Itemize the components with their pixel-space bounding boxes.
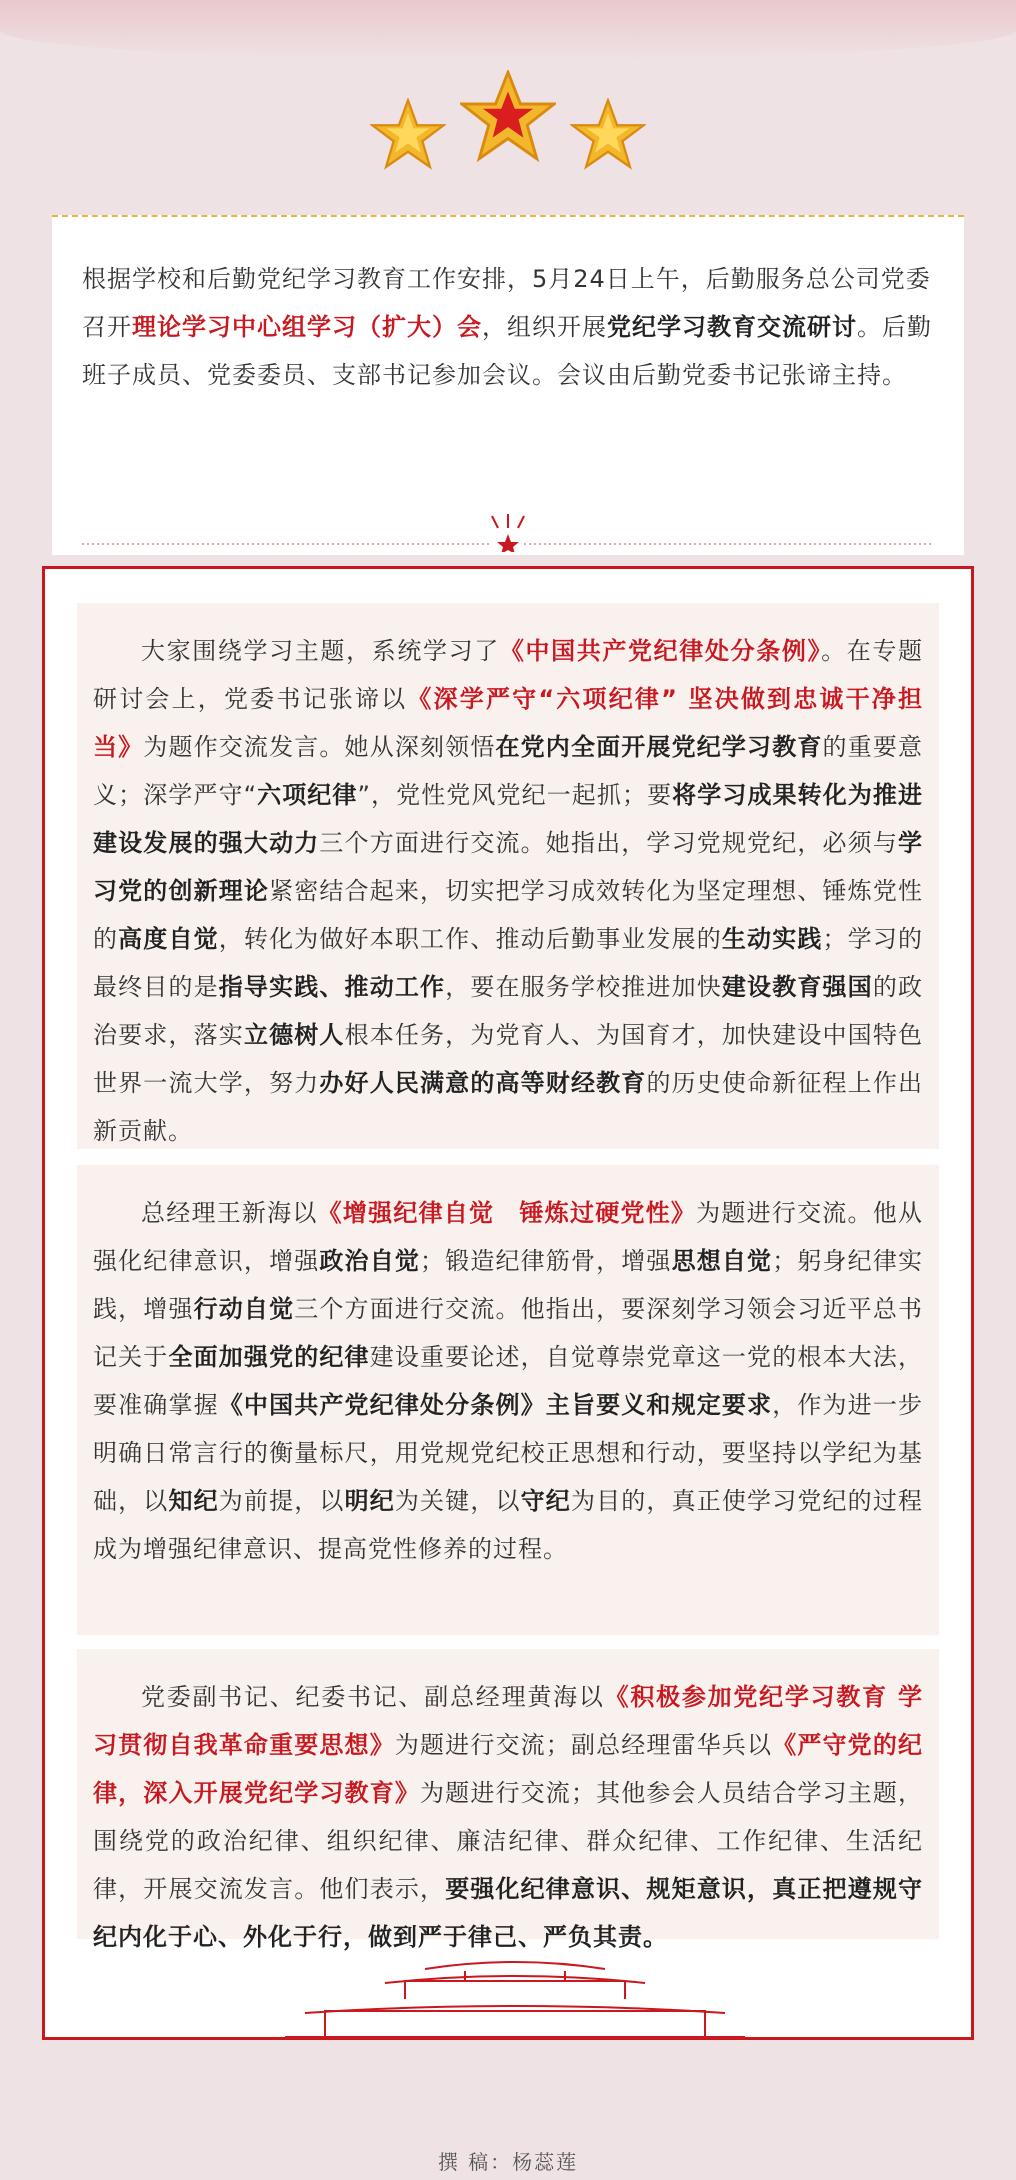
main-content-frame bbox=[42, 566, 974, 2040]
body-text: 大家围绕学习主题，系统学习了 bbox=[141, 637, 500, 665]
top-banner bbox=[0, 0, 1016, 60]
emphasis-text: 将学习成果转化为推进建设发展的强大动力 bbox=[93, 781, 924, 857]
body-text: 为目的，真正使学习党纪的过程成为增强纪律意识、提高党性修养的过程。 bbox=[93, 1487, 923, 1563]
paragraph-box-1 bbox=[77, 603, 939, 1149]
body-text: 的政治要求，落实 bbox=[93, 973, 923, 1049]
body-text: 三个方面进行交流。她指出，学习党规党纪，必须与 bbox=[319, 829, 898, 857]
emphasis-text: 思想自觉 bbox=[671, 1247, 773, 1275]
meeting-name: 理论学习中心组学习（扩大）会 bbox=[132, 313, 482, 341]
red-star-icon bbox=[460, 70, 556, 162]
body-text: ”，党性党风党纪一起抓；要 bbox=[357, 781, 673, 809]
body-text: 为题作交流发言。她从深刻领悟 bbox=[143, 733, 496, 761]
body-text: 建设重要论述，自觉尊崇党章这一党的根本大法，要准确掌握 bbox=[93, 1343, 923, 1419]
speech-title: 《积极参加党纪学习教育 学习贯彻自我革命重要思想》 bbox=[93, 1683, 924, 1759]
emphasis-text: 在党内全面开展党纪学习教育 bbox=[495, 733, 823, 761]
body-text: 根本任务，为党育人、为国育才，加快建设中国特色世界一流大学，努力 bbox=[93, 1021, 923, 1097]
intro-card bbox=[52, 215, 964, 555]
body-text: ，转化为做好本职工作、推动后勤事业发展的 bbox=[218, 925, 722, 953]
intro-text: 根据学校和后勤党纪学习教育工作安排，5月24日上午，后勤服务总公司党委召开 bbox=[82, 265, 931, 341]
body-text: 为前提，以 bbox=[218, 1487, 345, 1515]
emphasis-text: 全面加强党的纪律 bbox=[168, 1343, 370, 1371]
body-text: 为题进行交流；其他参会人员结合学习主题，围绕党的政治纪律、组织纪律、廉洁纪律、群众纪律、工作纪律、生活纪律，开展交流发言。他们表示， bbox=[93, 1779, 923, 1903]
body-text: 。在专题研讨会上，党委书记张谛以 bbox=[93, 637, 924, 713]
emphasis-text: 办好人民满意的高等财经教育 bbox=[319, 1069, 647, 1097]
emphasis-text: 建设教育强国 bbox=[721, 973, 873, 1001]
emphasis-text: 学习党的创新理论 bbox=[93, 829, 923, 905]
body-text: 为关键，以 bbox=[394, 1487, 521, 1515]
tiananmen-gate-decoration bbox=[285, 1951, 745, 2041]
stars-decoration bbox=[0, 70, 1016, 180]
emphasis-text: 指导实践、推动工作 bbox=[218, 973, 446, 1001]
emphasis-text: 生动实践 bbox=[721, 925, 823, 953]
emphasis-text: 《中国共产党纪律处分条例》主旨要义和规定要求 bbox=[218, 1391, 773, 1419]
speech-title: 《中国共产党纪律处分条例》 bbox=[499, 637, 822, 665]
speech-title: 《深学严守“六项纪律” 坚决做到忠诚干净担当》 bbox=[93, 685, 923, 761]
body-text: 为题进行交流；副总经理雷华兵以 bbox=[394, 1731, 773, 1759]
emphasis-text: 行动自觉 bbox=[193, 1295, 295, 1323]
body-text: ；躬身纪律实践，增强 bbox=[93, 1247, 923, 1323]
emphasis-text: 立德树人 bbox=[243, 1021, 345, 1049]
body-text: 的历史使命新征程上作出新贡献。 bbox=[93, 1069, 923, 1145]
emphasis-text: 要强化纪律意识、规矩意识，真正把遵规守纪内化于心、外化于行，做到严于律己、严负其责。 bbox=[93, 1875, 923, 1951]
divider-decoration bbox=[82, 512, 934, 552]
author-credit: 撰 稿：杨蕊莲 bbox=[437, 2150, 579, 2174]
emphasis-text: 知纪 bbox=[168, 1487, 219, 1515]
paragraph-box-2 bbox=[77, 1165, 939, 1635]
speech-title: 《严守党的纪律，深入开展党纪学习教育》 bbox=[93, 1731, 923, 1807]
star-icon bbox=[370, 98, 446, 170]
body-text: 总经理王新海以 bbox=[141, 1199, 318, 1227]
paragraph-3 bbox=[93, 1673, 923, 1961]
emphasis-text: 高度自觉 bbox=[118, 925, 219, 953]
body-text: 党委副书记、纪委书记、副总经理黄海以 bbox=[141, 1683, 605, 1711]
body-text: ，作为进一步明确日常言行的衡量标尺，用党规党纪校正思想和行动，要坚持以学纪为基础，以 bbox=[93, 1391, 923, 1515]
body-text: 三个方面进行交流。他指出，要深刻学习领会习近平总书记关于 bbox=[93, 1295, 923, 1371]
star-icon bbox=[570, 98, 646, 170]
activity-name: 党纪学习教育交流研讨 bbox=[607, 313, 857, 341]
body-text: ；锻造纪律筋骨，增强 bbox=[420, 1247, 672, 1275]
body-text: 为题进行交流。他从强化纪律意识，增强 bbox=[93, 1199, 924, 1275]
intro-paragraph bbox=[82, 255, 934, 399]
body-text: 紧密结合起来，切实把学习成效转化为坚定理想、锤炼党性的 bbox=[93, 877, 923, 953]
body-text: ；学习的最终目的是 bbox=[93, 925, 923, 1001]
emphasis-text: 政治自觉 bbox=[319, 1247, 421, 1275]
intro-text: ，组织开展 bbox=[482, 313, 607, 341]
paragraph-2 bbox=[93, 1189, 923, 1573]
body-text: ，要在服务学校推进加快 bbox=[445, 973, 722, 1001]
paragraph-box-3 bbox=[77, 1649, 939, 1951]
intro-text: 。后勤班子成员、党委委员、支部书记参加会议。会议由后勤党委书记张谛主持。 bbox=[82, 313, 932, 389]
body-text: 的重要意义；深学严守“ bbox=[93, 733, 923, 809]
emphasis-text: 守纪 bbox=[520, 1487, 571, 1515]
speech-title: 《增强纪律自觉 锤炼过硬党性》 bbox=[317, 1199, 697, 1227]
paragraph-1 bbox=[93, 627, 923, 1155]
emphasis-text: 六项纪律 bbox=[257, 781, 358, 809]
emphasis-text: 明纪 bbox=[344, 1487, 395, 1515]
